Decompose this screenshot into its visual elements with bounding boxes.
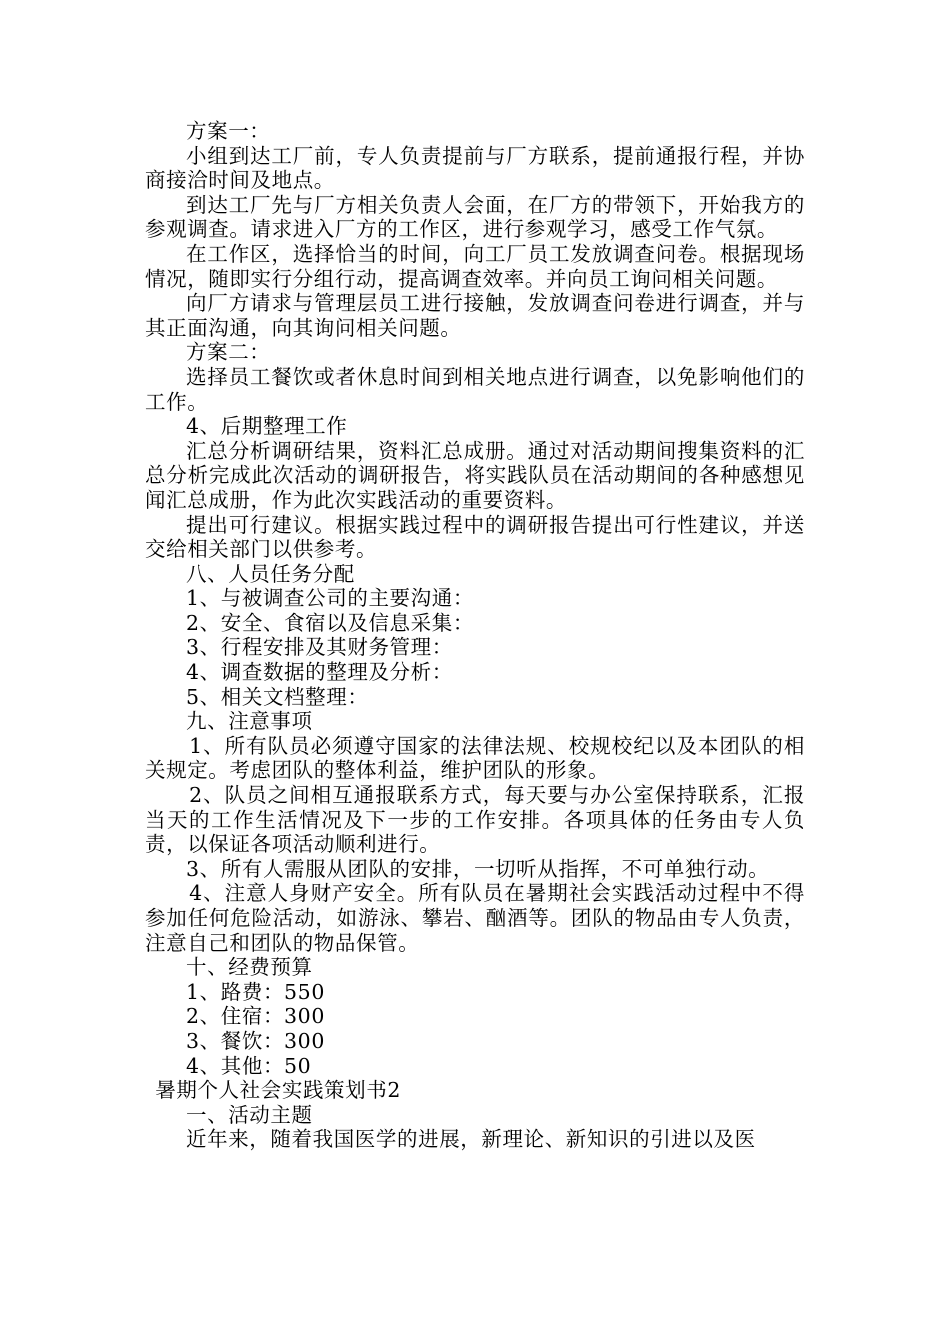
list-item: 3、行程安排及其财务管理： bbox=[186, 635, 453, 660]
section-heading: 一、活动主题 bbox=[186, 1102, 313, 1127]
document-title: 暑期个人社会实践策划书2 bbox=[155, 1078, 401, 1103]
paragraph: 方案一： bbox=[186, 119, 271, 143]
paragraph: 到达工厂先与厂方相关负责人会面，在厂方的带领下，开始我方的参观调查。请求进入厂方的工作区，进行参观学习，感受工作气氛。 bbox=[145, 192, 805, 242]
document-page bbox=[145, 119, 805, 1152]
list-item: 1、所有队员必须遵守国家的法律法规、校规校纪以及本团队的相关规定。考虑团队的整体利益，维护团队的形象。 bbox=[145, 733, 805, 783]
list-item: 5、相关文档整理： bbox=[186, 684, 369, 709]
budget-item: 2、住宿：300 bbox=[186, 1004, 325, 1029]
budget-item: 1、路费：550 bbox=[186, 979, 325, 1004]
section-heading: 十、经费预算 bbox=[186, 955, 313, 980]
paragraph: 方案二： bbox=[186, 340, 271, 365]
paragraph: 近年来，随着我国医学的进展，新理论、新知识的引进以及医 bbox=[186, 1127, 756, 1152]
paragraph: 提出可行建议。根据实践过程中的调研报告提出可行性建议，并送交给相关部门以供参考。 bbox=[145, 512, 805, 562]
section-heading: 八、人员任务分配 bbox=[186, 561, 355, 586]
section-heading: 4、后期整理工作 bbox=[186, 414, 348, 439]
list-item: 2、队员之间相互通报联系方式，每天要与办公室保持联系，汇报当天的工作生活情况及下一步的工作安排。各项具体的任务由专人负责，以保证各项活动顺利进行。 bbox=[145, 783, 805, 857]
budget-item: 4、其他：50 bbox=[186, 1053, 312, 1078]
list-item: 2、安全、食宿以及信息采集： bbox=[186, 610, 474, 635]
list-item: 4、调查数据的整理及分析： bbox=[186, 660, 453, 685]
paragraph: 向厂方请求与管理层员工进行接触，发放调查问卷进行调查，并与其正面沟通，向其询问相关问题。 bbox=[145, 291, 805, 340]
list-item: 3、所有人需服从团队的安排，一切听从指挥，不可单独行动。 bbox=[186, 856, 770, 881]
paragraph: 选择员工餐饮或者休息时间到相关地点进行调查，以免影响他们的工作。 bbox=[145, 364, 805, 414]
paragraph: 汇总分析调研结果，资料汇总成册。通过对活动期间搜集资料的汇总分析完成此次活动的调研报告，将实践队员在活动期间的各种感想见闻汇总成册，作为此次实践活动的重要资料。 bbox=[145, 438, 805, 512]
paragraph: 小组到达工厂前，专人负责提前与厂方联系，提前通报行程，并协商接洽时间及地点。 bbox=[145, 143, 805, 193]
list-item: 4、注意人身财产安全。所有队员在暑期社会实践活动过程中不得参加任何危险活动，如游泳、攀岩、酗酒等。团队的物品由专人负责，注意自己和团队的物品保管。 bbox=[145, 881, 805, 955]
paragraph: 在工作区，选择恰当的时间，向工厂员工发放调查问卷。根据现场情况，随即实行分组行动，提高调查效率。并向员工询问相关问题。 bbox=[145, 241, 805, 291]
list-item: 1、与被调查公司的主要沟通： bbox=[186, 586, 474, 611]
budget-item: 3、餐饮：300 bbox=[186, 1028, 325, 1053]
section-heading: 九、注意事项 bbox=[186, 709, 313, 734]
